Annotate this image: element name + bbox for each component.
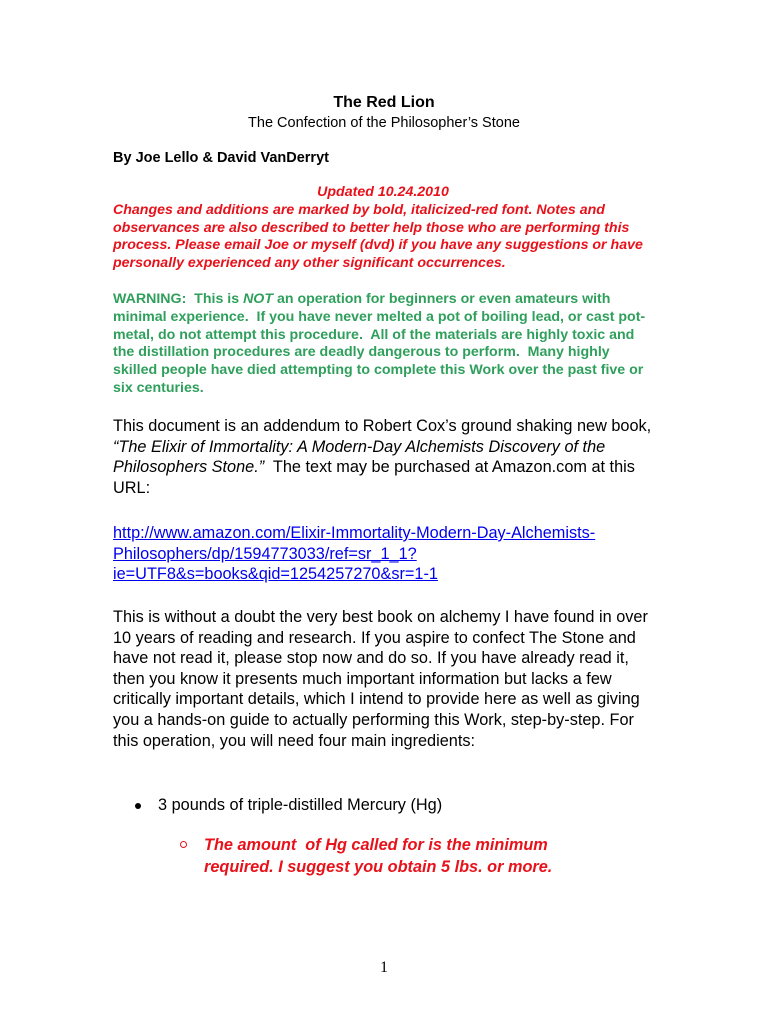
list-item-text: 3 pounds of triple-distilled Mercury (Hg) [158, 796, 443, 814]
sub-list-item-text: The amount of Hg called for is the minimum required. I suggest you obtain 5 lbs. or more. [204, 836, 553, 876]
warning-text-pre: This is [186, 291, 244, 307]
document-title: The Red Lion [333, 94, 435, 111]
intro-text-post: The text may be purchased at Amazon.com at this URL: [113, 458, 640, 497]
main-paragraph: This is without a doubt the very best book on alchemy I have found in over 10 years of reading and research. If you aspire to confect The Stone and have not read it, please stop now and do so. If you have already read it, then you know it presents much important information but lacks a few critically important details, which I intend to provide here as well as giving you a hands-on guide to actually performing this Work, step-by-step. For this operation, you will need four main ingredients: [113, 608, 648, 750]
bullet-icon [135, 803, 141, 809]
byline: By Joe Lello & David VanDerryt [113, 150, 329, 166]
intro-paragraph [113, 416, 658, 498]
warning-emphasis: NOT [243, 291, 274, 307]
update-note: Changes and additions are marked by bold, italicized-red font. Notes and observances are also described to better help those who are performing this process. Please email Joe or myself (dvd) if you have any suggestions or have personally experienced any other significant occurrences. [113, 201, 643, 272]
document-subtitle: The Confection of the Philosopher’s Stone [248, 115, 520, 131]
warning-notice [113, 291, 653, 398]
intro-text-pre: This document is an addendum to Robert Cox’s ground shaking new book, [113, 417, 652, 435]
link-line-1: http://www.amazon.com/Elixir-Immortality-Modern-Day-Alchemists- [113, 524, 596, 542]
warning-label: WARNING: [113, 291, 187, 307]
link-line-3: ie=UTF8&s=books&qid=1254257270&sr=1-1 [113, 565, 438, 584]
amazon-link[interactable] [113, 523, 658, 585]
link-line-2: Philosophers/dp/1594773033/ref=sr_1_1? [113, 544, 417, 563]
page-number: 1 [380, 959, 388, 976]
update-notice [113, 184, 653, 273]
book-title: “The Elixir of Immortality: A Modern-Day Alchemists Discovery of the Philosophers Stone.” [113, 437, 606, 477]
update-date: Updated 10.24.2010 [317, 184, 449, 200]
hollow-circle-icon [180, 841, 187, 848]
warning-text-post: an operation for beginners or even amateurs with minimal experience. If you have never melted a pot of boiling lead, or cast pot-metal, do not attempt this procedure. All of the materials are highly toxic and the distillation procedures are deadly dangerous to perform. Many highly skilled people have died attempting to complete this Work over the past five or six centuries. [113, 291, 648, 396]
